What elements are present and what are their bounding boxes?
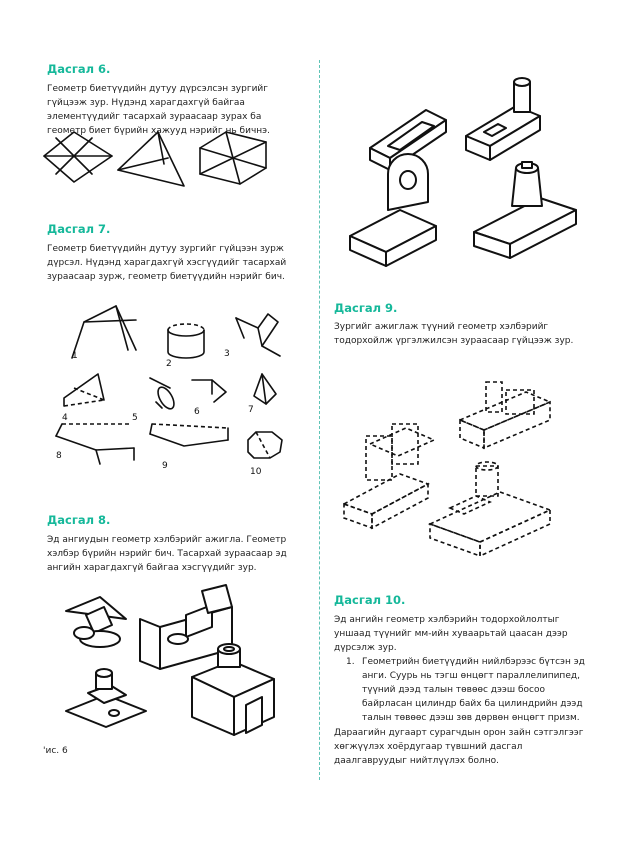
exercise-6-title: Дасгал 6. <box>47 62 111 76</box>
pin-block <box>466 78 540 160</box>
exercise-6-figures <box>40 128 310 190</box>
exercise-8-text: Эд ангиудын геометр хэлбэрийг ажигла. Геометр хэлбэр бүрийн нэрийг бич. Тасархай зураасаар эд ангийн харагдахгүй байгаа хэсгүүдийг зур. <box>47 535 287 573</box>
boss-block <box>474 162 576 258</box>
figure-3 <box>224 314 280 359</box>
figure-label-9: 9 <box>162 461 168 471</box>
exercise-6-text: Геометр биетүүдийн дутуу дүрсэлсэн зургийг гүйцээж зур. Нүдэнд харагдахгүй байгаа элементүүдийг тасархай зураасаар зурах ба геометр биет бүрийн хажууд нэрийг нь бичнэ. <box>47 84 270 136</box>
figure-label-10: 10 <box>250 467 262 477</box>
figure-triangle <box>118 132 184 186</box>
exercise-7-figures <box>44 300 304 478</box>
exercise-9-title: Дасгал 9. <box>334 301 398 315</box>
exercise-10-footer: Дараагийн дугаарт сурагчдын орон зайн сэтгэлгээг хөгжүүлэх хоёрдугаар түвшний дасгал даалгавруудыг нийтлүүлэх болно. <box>334 728 584 766</box>
figure-label-8: 8 <box>56 451 62 461</box>
figure-label-3: 3 <box>224 349 230 359</box>
column-divider <box>319 60 320 780</box>
figure-label-1: 1 <box>72 351 78 361</box>
eye-bracket <box>350 154 436 266</box>
figure-6 <box>192 380 226 417</box>
exercise-7-title: Дасгал 7. <box>47 222 111 236</box>
figure-label-7: 7 <box>248 405 254 415</box>
figure-label-5: 5 <box>132 413 138 423</box>
dashed-assembly-bottom <box>430 462 550 556</box>
figure-label-6: 6 <box>194 407 200 417</box>
figure-label-4: 4 <box>62 413 68 423</box>
figure-5 <box>132 378 177 423</box>
list-text: Геометрийн биетүүдийн нийлбэрээс бүтсэн эд анги. Суурь нь тэгш өнцөгт параллелипипед, түүний дээд талын төвөөс дээш босоо байрласан цилиндр байх ба цилиндрийн дээд талын төвөөс дээш зөв дөрвөн өнцөгт призм. <box>362 657 585 723</box>
cone-part <box>66 597 126 647</box>
dashed-assembly-top <box>460 382 550 448</box>
figure-caption: 'ис. 6 <box>43 746 68 756</box>
figure-hexagon <box>200 132 266 184</box>
figure-2 <box>166 324 204 369</box>
exercise-9-figures <box>330 374 580 574</box>
figure-rhombus <box>44 132 112 182</box>
exercise-9-text: Зургийг ажиглаж түүний геометр хэлбэрийг тодорхойлж үргэлжилсэн зураасаар гүйцээж зур. <box>334 322 574 346</box>
exercise-10-text: Эд ангийн геометр хэлбэрийн тодорхойлолтыг уншаад түүнийг мм-ийн хуваарьтай цаасан дээр дүрсэлж зур. <box>334 615 568 653</box>
exercise-9-top-figures <box>340 70 590 270</box>
stepped-part <box>66 669 146 727</box>
figure-7 <box>248 374 276 415</box>
figure-8 <box>56 424 134 464</box>
figure-label-2: 2 <box>166 359 172 369</box>
exercise-7-text: Геометр биетүүдийн дутуу зургийг гүйцээн зурж дүрсэл. Нүдэнд харагдахгүй хэсгүүдийг тасархай зураасаар зурж, геометр биетүүдийн нэрийг бич. <box>47 244 287 282</box>
dashed-assembly-left <box>344 424 434 528</box>
exercise-8-title: Дасгал 8. <box>47 513 111 527</box>
figure-9 <box>150 424 228 471</box>
exercise-8-figures <box>56 585 306 745</box>
exercise-10-title: Дасгал 10. <box>334 593 406 607</box>
figure-10 <box>248 432 282 477</box>
figure-1 <box>72 306 136 361</box>
list-number: 1. <box>346 657 355 667</box>
figure-4 <box>62 374 104 423</box>
